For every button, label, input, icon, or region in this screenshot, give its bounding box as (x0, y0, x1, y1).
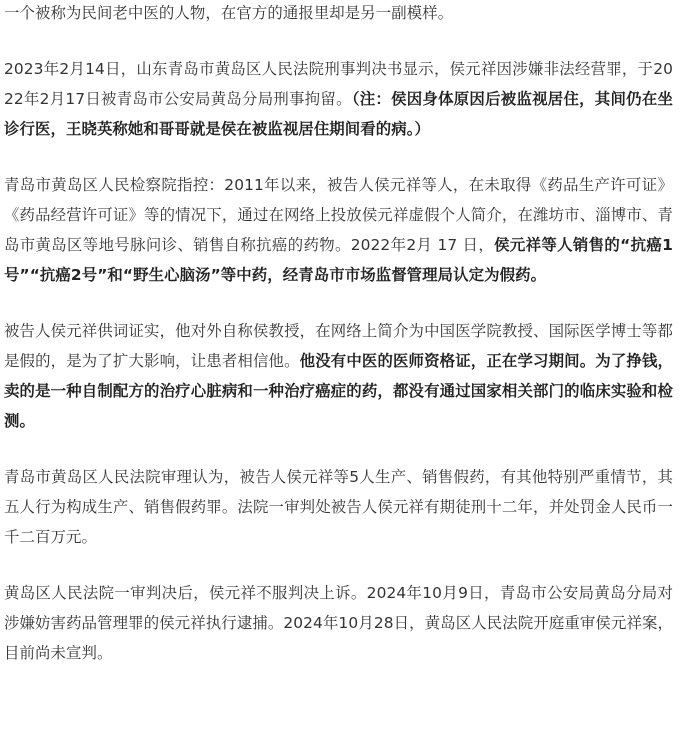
paragraph-prosecution (4, 170, 673, 290)
paragraph-emphasis-bold: 他没有中医的医师资格证，正在学习期间。为了挣钱，卖的是一种自制配方的治疗心脏病和一种治疗癌症的药，都没有通过国家相关部门的临床实验和检测。 (4, 352, 673, 430)
paragraph-text: 一个被称为民间老中医的人物，在官方的通报里却是另一副模样。 (4, 4, 454, 22)
paragraph-text: 黄岛区人民法院一审判决后，侯元祥不服判决上诉。2024年10月9日，青岛市公安局黄岛分局对涉嫌妨害药品管理罪的侯元祥执行逮捕。2024年10月28日，黄岛区人民法院开庭重审侯元祥案，目前尚未宣判。 (4, 584, 673, 662)
paragraph-emphasis-bold: 侯元祥等人销售的“抗癌1号”“抗癌2号”和“野生心脑汤”等中药，经青岛市市场监督管理局认定为假药。 (4, 236, 673, 284)
paragraph-appeal (4, 578, 673, 668)
paragraph-text: 2023年2月14日，山东青岛市黄岛区人民法院刑事判决书显示，侯元祥因涉嫌非法经营罪，于2022年2月17日被青岛市公安局黄岛分局刑事拘留。 (4, 60, 673, 108)
paragraph-verdict (4, 462, 673, 552)
paragraph-confession (4, 316, 673, 436)
paragraph-note-bold: （注：侯因身体原因后被监视居住，其间仍在坐诊行医，王晓英称她和哥哥就是侯在被监视居住期间看的病。） (4, 90, 673, 138)
paragraph-intro (4, 0, 673, 28)
paragraph-text: 被告人侯元祥供词证实，他对外自称侯教授，在网络上简介为中国医学院教授、国际医学博士等都是假的，是为了扩大影响，让患者相信他。 (4, 322, 673, 370)
paragraph-text: 青岛市黄岛区人民检察院指控：2011年以来，被告人侯元祥等人，在未取得《药品生产许可证》《药品经营许可证》等的情况下，通过在网络上投放侯元祥虚假个人简介，在潍坊市、淄博市、青岛市黄岛区等地号脉问诊、销售自称抗癌的药物。2022年2月 17 日， (4, 176, 673, 254)
article-body (4, 0, 673, 668)
paragraph-detention (4, 54, 673, 144)
paragraph-text: 青岛市黄岛区人民法院审理认为，被告人侯元祥等5人生产、销售假药，有其他特别严重情节，其五人行为构成生产、销售假药罪。法院一审判处被告人侯元祥有期徒刑十二年，并处罚金人民币一千二百万元。 (4, 468, 673, 546)
